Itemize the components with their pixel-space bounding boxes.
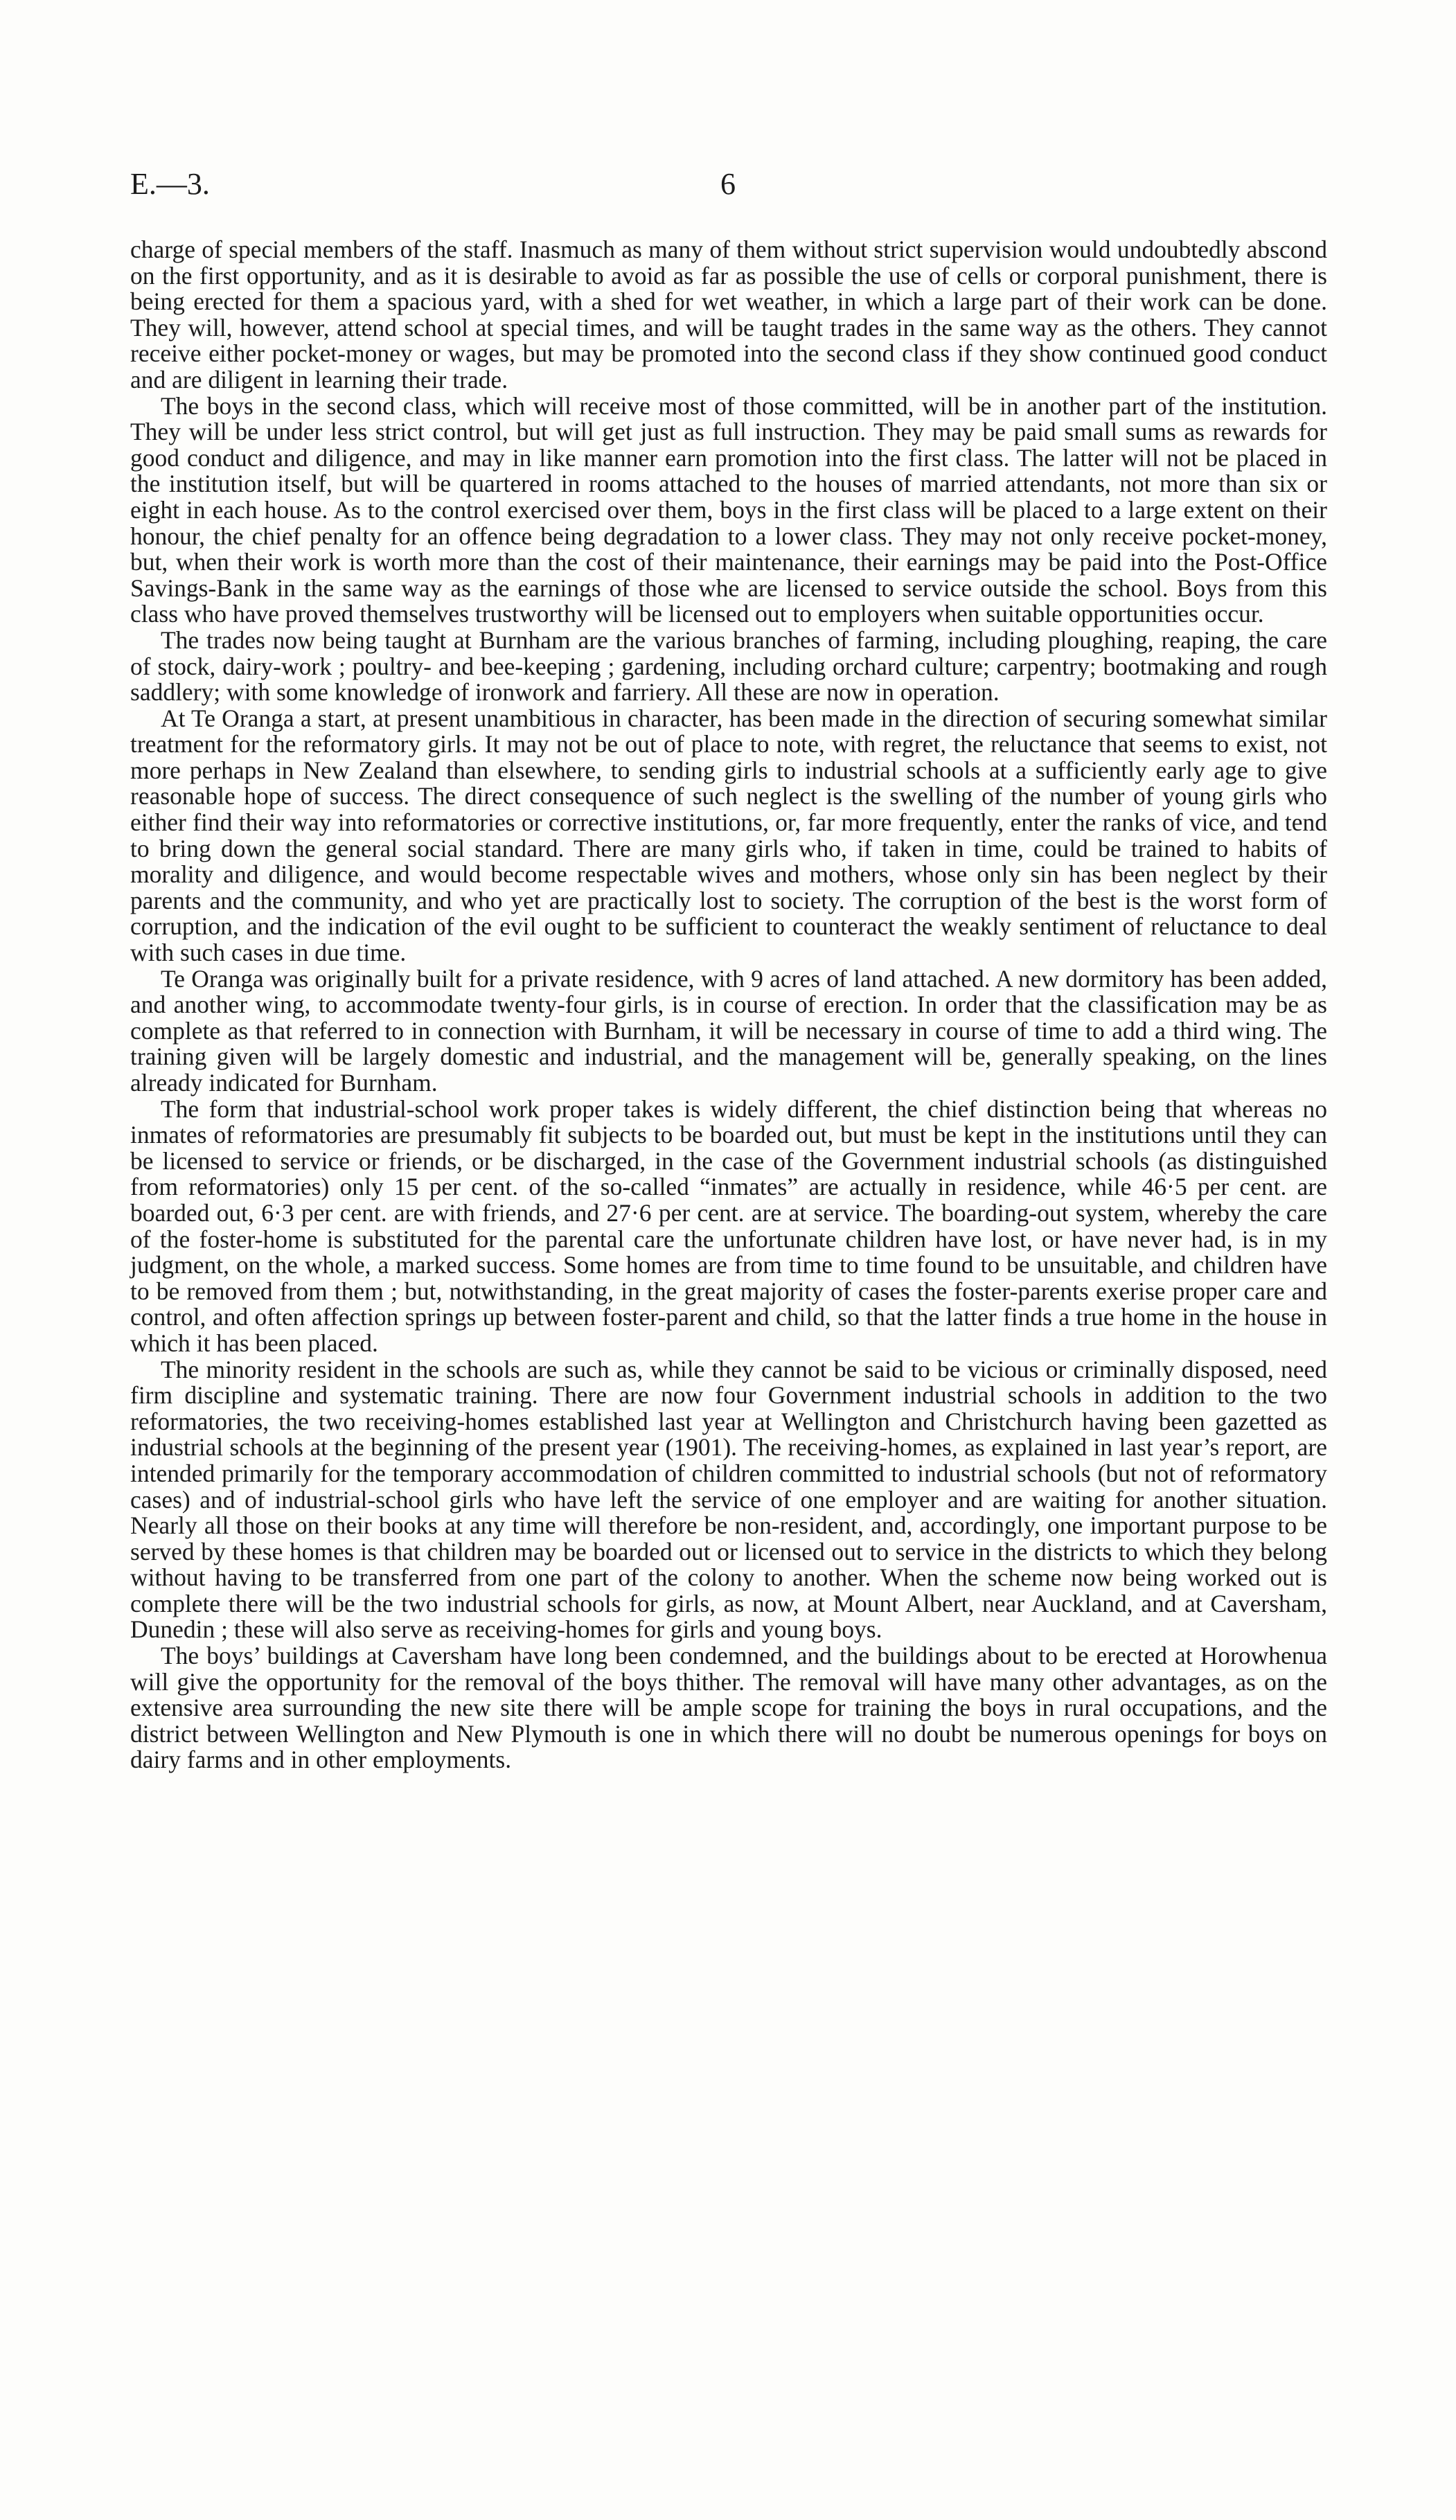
page-number: 6: [720, 167, 736, 201]
paragraph-caversham-buildings: The boys’ buildings at Caversham have long been condemned, and the buildings about to be erected at Horowhenua will give the opportunity for the removal of the boys thither. The removal will have many other advantages, as on the extensive area surrounding the new site there will be ample scope for training the boys in rural occupations, and the district between Wellington and New Plymouth is one in which there will no doubt be numerous openings for boys on dairy farms and in other employments.: [130, 1642, 1327, 1774]
paragraph-minority-resident: The minority resident in the schools are such as, while they cannot be said to be vicious or criminally disposed, need firm discipline and systematic training. There are now four Government industrial schools in addition to the two reformatories, the two receiving-homes established last year at Wellington and Christchurch having been gazetted as industrial schools at the beginning of the present year (1901). The receiving-homes, as explained in last year’s report, are intended primarily for the temporary accommodation of children committed to industrial schools (but not of reformatory cases) and of industrial-school girls who have left the service of one employer and are waiting for another situation. Nearly all those on their books at any time will therefore be non-resident, and, accordingly, one important purpose to be served by these homes is that children may be boarded out or licensed out to service in the districts to which they belong without having to be transferred from one part of the colony to another. When the scheme now being worked out is complete there will be the two industrial schools for girls, as now, at Mount Albert, near Auckland, and at Caversham, Dunedin ; these will also serve as receiving-homes for girls and young boys.: [130, 1355, 1327, 1644]
document-reference: E.—3.: [130, 167, 210, 201]
page-header: [130, 166, 1326, 208]
paragraph-continuation: charge of special members of the staff. Inasmuch as many of them without strict supervision would undoubtedly abscond on the first opportunity, and as it is desirable to avoid as far as possible the use of cells or corporal punishment, there is being erected for them a spacious yard, with a shed for wet weather, in which a large part of their work can be done. They will, however, attend school at special times, and will be taught trades in the same way as the others. They cannot receive either pocket-money or wages, but may be promoted into the second class if they show continued good conduct and are diligent in learning their trade.: [130, 236, 1327, 393]
body-text: [130, 237, 1327, 1773]
paragraph-te-oranga-girls: At Te Oranga a start, at present unambitious in character, has been made in the direction of securing somewhat similar treatment for the reformatory girls. It may not be out of place to note, with regret, the reluctance that seems to exist, not more perhaps in New Zealand than elsewhere, to sending girls to industrial schools at a sufficiently early age to give reasonable hope of success. The direct consequence of such neglect is the swelling of the number of young girls who either find their way into reformatories or corrective institutions, or, far more frequently, enter the ranks of vice, and tend to bring down the general social standard. There are many girls who, if taken in time, could be trained to habits of morality and diligence, and would become respectable wives and mothers, whose only sin has been neglect by their parents and the community, and who yet are practically lost to society. The corruption of the best is the worst form of corruption, and the indication of the evil ought to be sufficient to counteract the weakly sentiment of reluctance to deal with such cases in due time.: [130, 704, 1327, 967]
paragraph-te-oranga-residence: Te Oranga was originally built for a private residence, with 9 acres of land attached. A new dormitory has been added, and another wing, to accommodate twenty-four girls, is in course of erection. In order that the classification may be as complete as that referred to in connection with Burnham, it will be necessary in course of time to add a third wing. The training given will be largely domestic and industrial, and the management will be, generally speaking, on the lines already indicated for Burnham.: [130, 964, 1327, 1097]
paragraph-industrial-school-work: The form that industrial-school work proper takes is widely different, the chief distinction being that whereas no inmates of reformatories are presumably fit subjects to be boarded out, but must be kept in the institutions until they can be licensed to service or friends, or be discharged, in the case of the Government industrial schools (as distinguished from reformatories) only 15 per cent. of the so-called “inmates” are actually in residence, while 46·5 per cent. are boarded out, 6·3 per cent. are with friends, and 27·6 per cent. are at service. The boarding-out system, whereby the care of the foster-home is substituted for the parental care the unfortunate children have lost, or have never had, is in my judgment, on the whole, a marked success. Some homes are from time to time found to be unsuitable, and children have to be removed from them ; but, notwithstanding, in the great majority of cases the foster-parents exerise proper care and control, and often affection springs up between foster-parent and child, so that the latter finds a true home in the house in which it has been placed.: [130, 1094, 1327, 1357]
paragraph-second-class-boys: The boys in the second class, which will receive most of those committed, will be in another part of the institution. They will be under less strict control, but will get just as full instruction. They may be paid small sums as rewards for good conduct and diligence, and may in like manner earn promotion into the first class. The latter will not be placed in the institution itself, but will be quartered in rooms attached to the houses of married attendants, not more than six or eight in each house. As to the control exercised over them, boys in the first class will be placed to a large extent on their honour, the chief penalty for an offence being degradation to a lower class. They may not only receive pocket-money, but, when their work is worth more than the cost of their maintenance, their earnings may be paid into the Post-Office Savings-Bank in the same way as the earnings of those whe are licensed to service outside the school. Boys from this class who have proved themselves trustworthy will be licensed out to employers when suitable opportunities occur.: [130, 391, 1327, 628]
paragraph-burnham-trades: The trades now being taught at Burnham are the various branches of farming, including ploughing, reaping, the care of stock, dairy-work ; poultry- and bee-keeping ; gardening, including orchard culture; carpentry; bootmaking and rough saddlery; with some knowledge of ironwork and farriery. All these are now in operation.: [130, 625, 1327, 707]
